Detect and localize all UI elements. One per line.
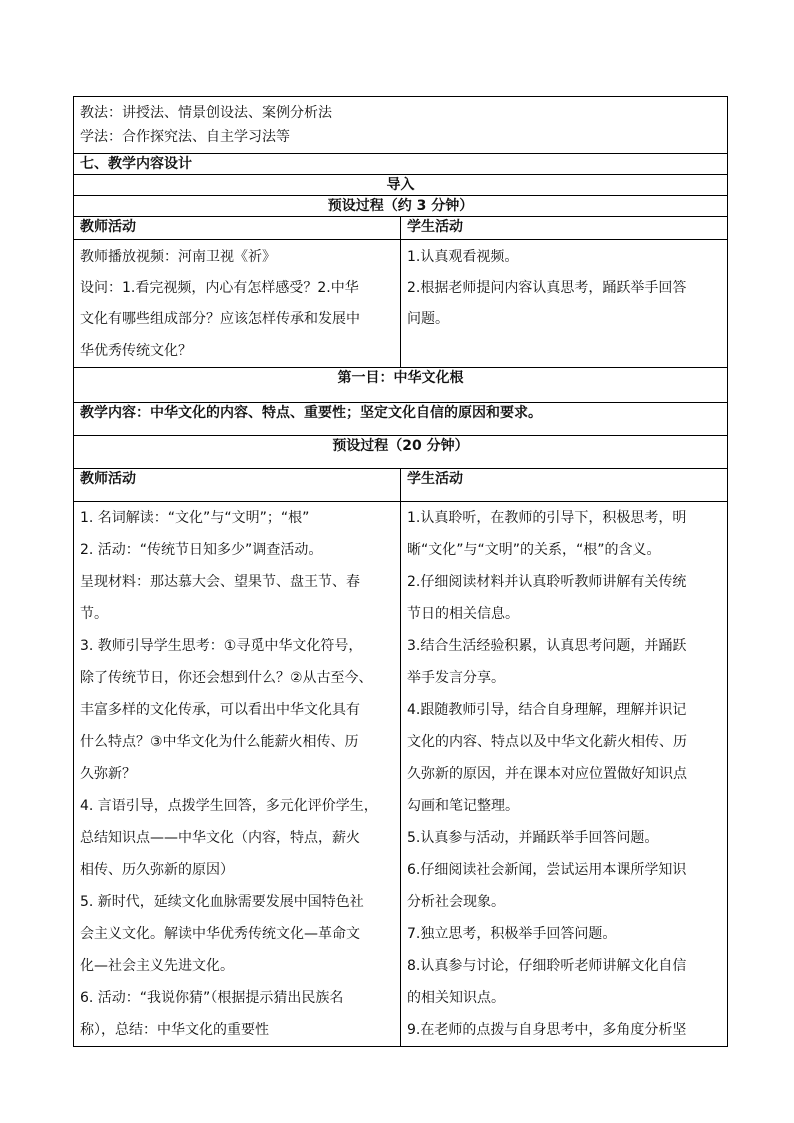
learning-methods: 学法：合作探究法、自主学习法等: [80, 129, 290, 145]
part1-teacher-line: 2. 活动：“传统节日知多少”调查活动。: [80, 541, 323, 558]
intro-student-activities: [401, 240, 728, 368]
part1-content-row: [74, 402, 728, 435]
part1-student-line: 2.仔细阅读材料并认真聆听教师讲解有关传统: [407, 573, 687, 590]
intro-title: 导入: [74, 175, 728, 196]
part1-title: 第一目：中华文化根: [74, 367, 728, 402]
teaching-methods: 教法：讲授法、情景创设法、案例分析法: [80, 105, 332, 121]
part1-process: 预设过程（20 分钟）: [74, 435, 728, 468]
intro-header-row: [74, 217, 728, 240]
part1-student-line: 文化的内容、特点以及中华文化薪火相传、历: [407, 733, 687, 750]
part1-title-row: [74, 367, 728, 402]
intro-teacher-line: 设问：1.看完视频，内心有怎样感受？2.中华: [80, 280, 359, 297]
part1-student-line: 6.仔细阅读社会新闻，尝试运用本课所学知识: [407, 861, 687, 878]
part1-teacher-line: 1. 名词解读：“文化”与“文明”；“根”: [80, 509, 310, 526]
part1-teacher-line: 6. 活动：“我说你猜”（根据提示猜出民族名: [80, 989, 344, 1006]
part1-teacher-line: 3. 教师引导学生思考：①寻觅中华文化符号，: [80, 637, 363, 654]
part1-student-line: 8.认真参与讨论，仔细聆听老师讲解文化自信: [407, 957, 687, 974]
methods-cell: [74, 97, 728, 154]
part1-teacher-line: 什么特点？③中华文化为什么能薪火相传、历: [80, 733, 359, 750]
part1-teacher-line: 丰富多样的文化传承，可以看出中华文化具有: [80, 701, 360, 718]
intro-teacher-line: 文化有哪些组成部分？应该怎样传承和发展中: [80, 311, 360, 328]
intro-process: 预设过程（约 3 分钟）: [74, 196, 728, 217]
part1-student-line: 的相关知识点。: [407, 989, 505, 1006]
part1-teacher-line: 总结知识点——中华文化（内容，特点，薪火: [80, 829, 360, 846]
methods-row: [74, 97, 728, 154]
part1-student-line: 勾画和笔记整理。: [407, 797, 519, 814]
section7-title: 七、教学内容设计: [74, 154, 728, 175]
part1-teacher-line: 称），总结：中华文化的重要性: [80, 1021, 269, 1038]
section7-row: [74, 154, 728, 175]
part1-process-row: [74, 435, 728, 468]
part1-student-line: 9.在老师的点拨与自身思考中，多角度分析坚: [407, 1021, 687, 1038]
part1-student-header: 学生活动: [401, 468, 728, 501]
part1-teacher-line: 呈现材料：那达慕大会、望果节、盘王节、春: [80, 573, 360, 590]
part1-student-line: 久弥新的原因，并在课本对应位置做好知识点: [407, 765, 687, 782]
part1-teacher-line: 相传、历久弥新的原因）: [80, 861, 234, 878]
part1-student-line: 3.结合生活经验积累，认真思考问题，并踊跃: [407, 637, 687, 654]
part1-student-line: 举手发言分享。: [407, 669, 505, 686]
part1-student-line: 节日的相关信息。: [407, 605, 519, 622]
part1-student-line: 5.认真参与活动，并踊跃举手回答问题。: [407, 829, 659, 846]
part1-student-line: 分析社会现象。: [407, 893, 505, 910]
intro-teacher-header: 教师活动: [74, 217, 401, 240]
part1-teacher-line: 久弥新？: [80, 765, 136, 782]
intro-student-line: 2.根据老师提问内容认真思考，踊跃举手回答: [407, 280, 687, 297]
intro-student-line: 1.认真观看视频。: [407, 249, 519, 265]
part1-activities-row: [74, 501, 728, 1046]
part1-teacher-header: 教师活动: [74, 468, 401, 501]
intro-student-line: 问题。: [407, 311, 449, 328]
part1-teacher-line: 5. 新时代，延续文化血脉需要发展中国特色社: [80, 893, 364, 910]
part1-student-line: 1.认真聆听，在教师的引导下，积极思考，明: [407, 509, 687, 526]
part1-teacher-line: 除了传统节日，你还会想到什么？②从古至今、: [80, 669, 373, 686]
part1-teacher-line: 节。: [80, 605, 108, 622]
part1-teacher-line: 会主义文化。解读中华优秀传统文化—革命文: [80, 925, 360, 942]
part1-teacher-line: 4. 言语引导，点拨学生回答，多元化评价学生，: [80, 797, 378, 814]
intro-title-row: [74, 175, 728, 196]
intro-process-row: [74, 196, 728, 217]
intro-activities-row: [74, 240, 728, 368]
part1-content: 教学内容：中华文化的内容、特点、重要性；坚定文化自信的原因和要求。: [74, 402, 728, 435]
part1-student-line: 4.跟随教师引导，结合自身理解，理解并识记: [407, 701, 687, 718]
intro-teacher-line: 华优秀传统文化？: [80, 342, 192, 359]
intro-student-header: 学生活动: [401, 217, 728, 240]
part1-header-row: [74, 468, 728, 501]
part1-student-activities: [401, 501, 728, 1046]
part1-teacher-activities: [74, 501, 401, 1046]
part1-teacher-line: 化—社会主义先进文化。: [80, 957, 234, 974]
lesson-plan-table: [73, 96, 728, 1047]
part1-student-line: 7.独立思考，积极举手回答问题。: [407, 925, 617, 942]
part1-student-line: 晰“文化”与“文明”的关系，“根”的含义。: [407, 541, 661, 558]
intro-teacher-activities: [74, 240, 401, 368]
intro-teacher-line: 教师播放视频：河南卫视《祈》: [80, 249, 276, 265]
